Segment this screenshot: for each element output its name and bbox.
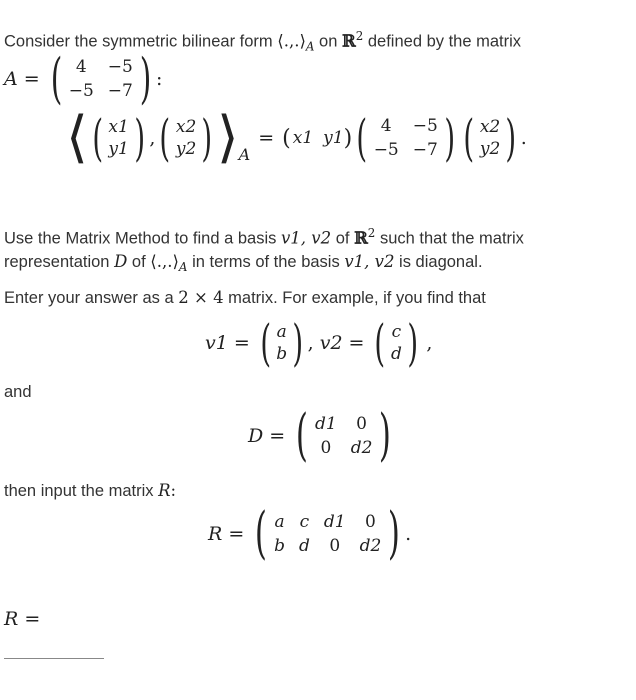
basis-vectors: v1, v2: [344, 252, 395, 271]
matrix-entry: d1: [323, 512, 346, 532]
v1-label: v1: [205, 332, 228, 354]
matrix-entry: 0: [356, 414, 367, 434]
task-text: representation: [4, 253, 110, 271]
intro-text-end: defined by the matrix: [367, 32, 522, 51]
row-entry: x1: [292, 128, 314, 148]
vector-v2: ( c d ): [374, 314, 418, 372]
task-text: of: [335, 229, 350, 248]
equals-sign: =: [23, 68, 40, 90]
matrix-entry: d: [298, 536, 310, 556]
matrix-entry: 4: [75, 57, 87, 77]
matrix-entry: 4: [380, 116, 392, 136]
example-matrix-R: R = ( a c d1 0 b d 0 d2 ) .: [208, 501, 412, 566]
matrix-R: ( a c d1 0 b d 0 d2 ): [255, 501, 401, 566]
matrix-entry: a: [274, 512, 285, 532]
vector-v1: ( a b ): [260, 314, 304, 372]
matrix-R-symbol: R: [158, 481, 171, 500]
real-space: ℝ: [354, 228, 368, 248]
matrix-R-label: R: [208, 523, 223, 545]
matrix-A-definition: [4, 47, 163, 110]
matrix-entry: 0: [365, 512, 376, 532]
vector-entry: y1: [108, 139, 129, 159]
example-matrix-D: D = ( d1 0 0 d2 ): [248, 408, 396, 464]
form-definition-equation: ⟨ ( x1 y1 ) , ( x2 y2 ) ⟩ A = ( x1 y1 ) ( 4 −5 −5 −7 ) ( x2 y2 ) .: [66, 105, 527, 170]
matrix-D: ( d1 0 0 d2 ): [296, 403, 392, 468]
then-text: then input the matrix: [4, 482, 154, 500]
equals-sign: =: [258, 127, 275, 149]
then-line: then input the matrix R:: [4, 481, 177, 500]
matrix-entry: d1: [315, 414, 337, 434]
answer-input[interactable]: [4, 658, 104, 659]
colon: :: [155, 68, 163, 90]
task-text: such that the matrix: [379, 229, 524, 248]
real-space: ℝ: [342, 31, 356, 51]
task-text: Use the Matrix Method to find a basis: [4, 229, 277, 248]
matrix-D-symbol: D: [114, 252, 128, 271]
matrix-entry: d2: [359, 536, 382, 556]
matrix-entry: d2: [350, 438, 373, 458]
task-text: matrix. For example, if you find that: [228, 289, 486, 307]
matrix-entry: −5: [373, 140, 399, 160]
vector-entry: x2: [175, 117, 197, 137]
matrix-entry: c: [299, 512, 310, 532]
matrix-entry: 0: [329, 536, 341, 556]
matrix-entry: 0: [320, 438, 332, 458]
task-text: in terms of the basis: [192, 253, 340, 271]
vector-2: ( x2 y2 ): [159, 109, 213, 167]
example-vectors: v1 = ( a b ) , v2 = ( c d ) ,: [205, 314, 433, 372]
form-subscript: A: [305, 39, 315, 54]
matrix-A-inline: ( 4 −5 −5 −7 ): [356, 109, 455, 167]
matrix-entry: −5: [68, 81, 94, 101]
form-subscript: A: [178, 260, 188, 275]
vector-entry: d: [390, 344, 402, 364]
matrix-entry: −7: [107, 81, 133, 101]
vector-entry: b: [276, 344, 288, 364]
task-line-2: [4, 252, 483, 277]
matrix-entry: −7: [412, 140, 438, 160]
period: .: [520, 127, 527, 149]
matrix-A: ( 4 −5 −5 −7 ): [50, 47, 152, 110]
row-entry: y1: [323, 128, 344, 148]
vector-entry: a: [276, 322, 287, 342]
vector-entry: c: [391, 322, 402, 342]
matrix-entry: −5: [412, 116, 438, 136]
task-line-3: [4, 288, 486, 308]
answer-label: R =: [4, 608, 41, 630]
task-text: is diagonal.: [399, 253, 483, 271]
vector-entry: y2: [479, 139, 501, 159]
real-space-exponent: 2: [355, 29, 364, 43]
column-vector: ( x2 y2 ): [463, 109, 517, 167]
matrix-entry: b: [274, 536, 285, 556]
and-text: and: [4, 383, 32, 401]
form-subscript: A: [238, 145, 251, 164]
vector-entry: x2: [479, 117, 501, 137]
intro-text: Consider the symmetric bilinear form: [4, 32, 273, 51]
matrix-D-label: D: [248, 425, 264, 447]
vector-entry: y2: [175, 139, 197, 159]
intro-on: on: [319, 32, 338, 51]
task-text: of: [131, 253, 146, 271]
real-space-exponent: 2: [367, 226, 376, 240]
matrix-A-name: A: [4, 68, 18, 90]
form-symbol: ⟨.,.⟩: [150, 252, 179, 271]
v2-label: v2: [319, 332, 343, 354]
basis-vectors: v1, v2: [280, 228, 332, 248]
matrix-size: 2 × 4: [178, 288, 224, 307]
matrix-entry: −5: [107, 57, 133, 77]
task-text: Enter your answer as a: [4, 289, 174, 307]
vector-entry: x1: [108, 117, 129, 137]
task-line-1: [4, 223, 524, 249]
form-symbol: ⟨.,.⟩: [277, 31, 306, 51]
vector-1: ( x1 y1 ): [92, 109, 145, 167]
